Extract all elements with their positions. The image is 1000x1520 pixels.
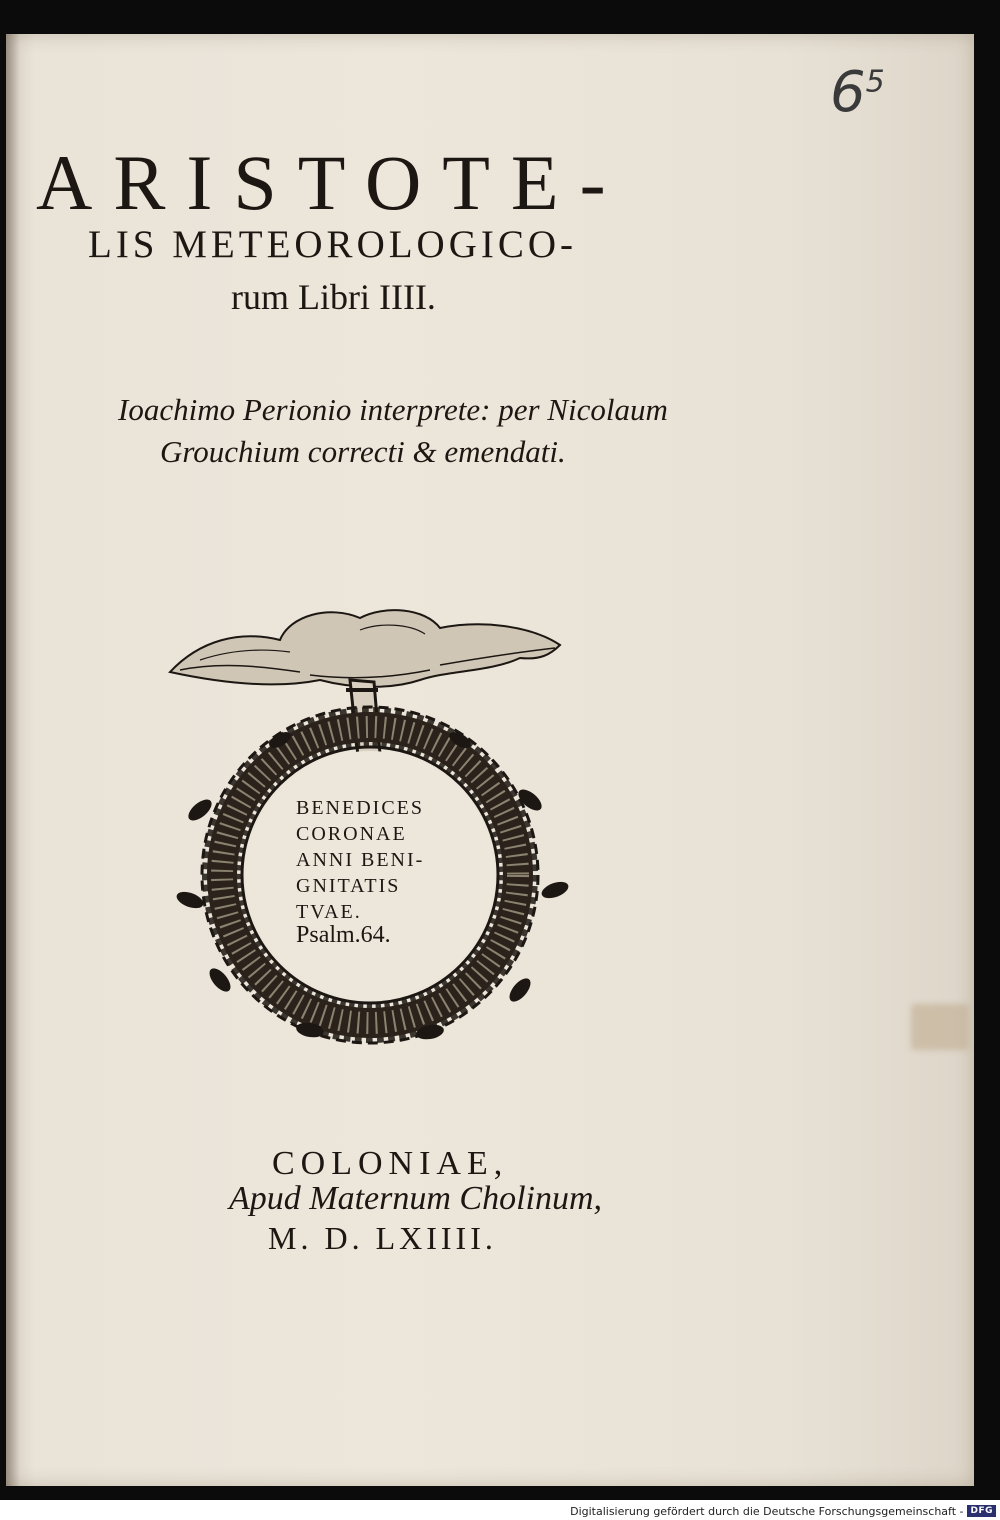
imprint-year: M. D. LXIIII. bbox=[268, 1220, 497, 1256]
shelfmark-sup: 5 bbox=[865, 64, 885, 100]
motto-line-2: CORONAE bbox=[296, 823, 407, 845]
footer-credit bbox=[570, 1503, 996, 1519]
title-line-3: rum Libri IIII. bbox=[231, 277, 436, 317]
motto-line-1: BENEDICES bbox=[296, 797, 424, 819]
dfg-logo-icon[interactable]: DFG bbox=[967, 1505, 996, 1517]
title-line-1: ARISTOTE- bbox=[36, 139, 627, 226]
footer-credit-text: Digitalisierung gefördert durch die Deutsche Forschungsgemeinschaft - bbox=[570, 1504, 964, 1518]
imprint-printer: Apud Maternum Cholinum, bbox=[229, 1180, 603, 1217]
motto-line-5: TVAE. bbox=[296, 901, 362, 923]
interpreter-line-2: Grouchium correcti & emendati. bbox=[160, 434, 566, 469]
shelfmark-main: 6 bbox=[830, 60, 866, 125]
motto-line-3: ANNI BENI- bbox=[296, 849, 425, 871]
motto-line-4: GNITATIS bbox=[296, 875, 401, 897]
handwritten-shelfmark bbox=[830, 60, 885, 125]
paper-stain bbox=[911, 1004, 969, 1050]
interpreter-line-1: Ioachimo Perionio interprete: per Nicolaum bbox=[118, 392, 668, 427]
imprint-place: COLONIAE, bbox=[272, 1145, 509, 1182]
motto-line-6: Psalm.64. bbox=[296, 922, 391, 948]
title-line-2: LIS METEOROLOGICO- bbox=[88, 223, 578, 266]
